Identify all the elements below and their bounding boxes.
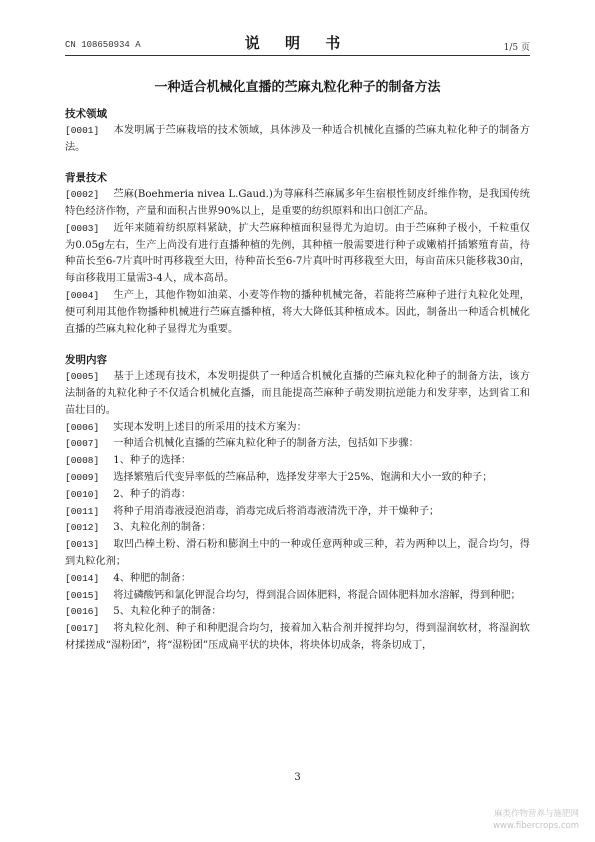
paragraph <box>65 420 530 437</box>
paragraph-text: 基于上述现有技术，本发明提供了一种适合机械化直播的苎麻丸粒化种子的制备方法，该方法制备的丸粒化种子不仅适合机械化直播，而且能提高苎麻种子萌发期抗逆能力和发芽率，达到省工和苗壮目的。 <box>65 371 530 416</box>
paragraph <box>65 537 530 571</box>
watermark-site-name: 麻类作物营养与施肥网 <box>493 809 579 819</box>
paragraph <box>65 588 530 605</box>
page-header <box>65 30 530 56</box>
paragraph-text: 选择繁殖后代变异率低的苎麻品种，选择发芽率大于25%、饱满和大小一致的种子； <box>113 471 493 483</box>
paragraph-text: 近年来随着纺织原料紧缺，扩大苎麻种植面积显得尤为迫切。由于苎麻种子极小，千粒重仅为0.05g左右，生产上尚没有进行直播种植的先例，其种植一般需要进行种子或嫩梢扦插繁殖育苗，待种苗长至6-7片真叶时再移栽至大田，待种苗长至6-7片真叶时再移栽至大田，每亩苗床只能移栽30亩，每亩移栽用工量需3-4人，成本高昂。 <box>65 222 530 285</box>
paragraph-text: 4、种肥的制备： <box>113 572 192 584</box>
paragraph-text: 本发明属于苎麻栽培的技术领域，具体涉及一种适合机械化直播的苎麻丸粒化种子的制备方法。 <box>65 124 530 153</box>
paragraph <box>65 520 530 537</box>
paragraph <box>65 504 530 521</box>
paragraph-text: 取凹凸棒土粉、滑石粉和膨润土中的一种或任意两种或三种，若为两种以上，混合均匀，得到丸粒化剂； <box>65 539 530 567</box>
paragraph-text: 将丸粒化剂、种子和种肥混合均匀，接着加入粘合剂并搅拌均匀，得到湿润软材，将湿润软材揉搓成“湿粉团”，将“湿粉团”压成扁平状的块体，将块体切成条，将条切成丁， <box>65 623 530 651</box>
paragraph-text: 将过磷酸钙和氯化钾混合均匀，得到混合固体肥料，将混合固体肥料加水溶解，得到种肥； <box>113 589 521 601</box>
paragraph-text: 实现本发明上述目的所采用的技术方案为： <box>113 421 307 433</box>
paragraph <box>65 453 530 470</box>
paragraph-text: 将种子用消毒液浸泡消毒，消毒完成后将消毒液清洗干净，并干燥种子； <box>113 505 440 517</box>
watermark <box>493 808 579 832</box>
paragraph <box>65 288 530 338</box>
section-heading: 技术领域 <box>65 108 107 120</box>
paragraph-number: [0015] <box>65 589 100 601</box>
document-body <box>65 106 530 655</box>
paragraph-text: 3、丸粒化剂的制备： <box>113 522 212 534</box>
paragraph-number: [0010] <box>65 488 100 500</box>
paragraph <box>65 470 530 487</box>
paragraph <box>65 123 530 157</box>
paragraph <box>65 436 530 453</box>
page-indicator: 1/5 页 <box>503 43 530 53</box>
document-type: 说 明 书 <box>244 34 351 52</box>
paragraph-number: [0014] <box>65 572 100 584</box>
paragraph <box>65 487 530 504</box>
paragraph-number: [0005] <box>65 371 100 383</box>
paragraph-number: [0011] <box>65 505 100 517</box>
section-heading: 背景技术 <box>65 172 107 185</box>
document-title: 一种适合机械化直播的苎麻丸粒化种子的制备方法 <box>154 80 441 95</box>
page-number: 3 <box>294 772 301 783</box>
section-heading: 发明内容 <box>65 354 107 367</box>
paragraph <box>65 221 530 288</box>
paragraph-number: [0001] <box>65 124 100 136</box>
paragraph-number: [0013] <box>65 539 100 551</box>
paragraph-text: 1、种子的选择： <box>113 455 192 467</box>
paragraph <box>65 369 530 419</box>
paragraph <box>65 571 530 588</box>
paragraph-number: [0012] <box>65 522 100 534</box>
paragraph-number: [0003] <box>65 222 100 234</box>
paragraph <box>65 187 530 221</box>
paragraph-text: 苎麻(Boehmeria nivea L.Gaud.)为荨麻科苎麻属多年生宿根性韧皮纤维作物，是我国传统特色经济作物，产量和面积占世界90%以上，是重要的纺织原料和出口创汇产品。 <box>65 189 530 217</box>
header-divider <box>65 55 530 56</box>
paragraph-number: [0009] <box>65 471 100 483</box>
paragraph-number: [0004] <box>65 289 100 301</box>
paragraph-number: [0007] <box>65 438 100 450</box>
paragraph-number: [0006] <box>65 421 100 433</box>
paragraph-text: 生产上，其他作物如油菜、小麦等作物的播种机械完备，若能将苎麻种子进行丸粒化处理，便可利用其他作物播种机械进行苎麻直播种植，将大大降低其种植成本。因此，制备出一种适合机械化直播的苎麻丸粒化种子显得尤为重要。 <box>65 289 530 335</box>
watermark-url: www.fibercrops.com <box>493 821 579 831</box>
paragraph-text: 一种适合机械化直播的苎麻丸粒化种子的制备方法，包括如下步骤： <box>113 438 419 450</box>
paragraph-text: 5、丸粒化种子的制备： <box>113 606 222 618</box>
paragraph-text: 2、种子的消毒： <box>113 488 192 500</box>
paragraph-number: [0002] <box>65 189 100 201</box>
publication-number: CN 108650934 A <box>65 40 141 50</box>
paragraph <box>65 621 530 655</box>
paragraph-number: [0017] <box>65 623 100 635</box>
paragraph-number: [0008] <box>65 455 100 467</box>
paragraph <box>65 604 530 621</box>
paragraph-number: [0016] <box>65 606 100 618</box>
